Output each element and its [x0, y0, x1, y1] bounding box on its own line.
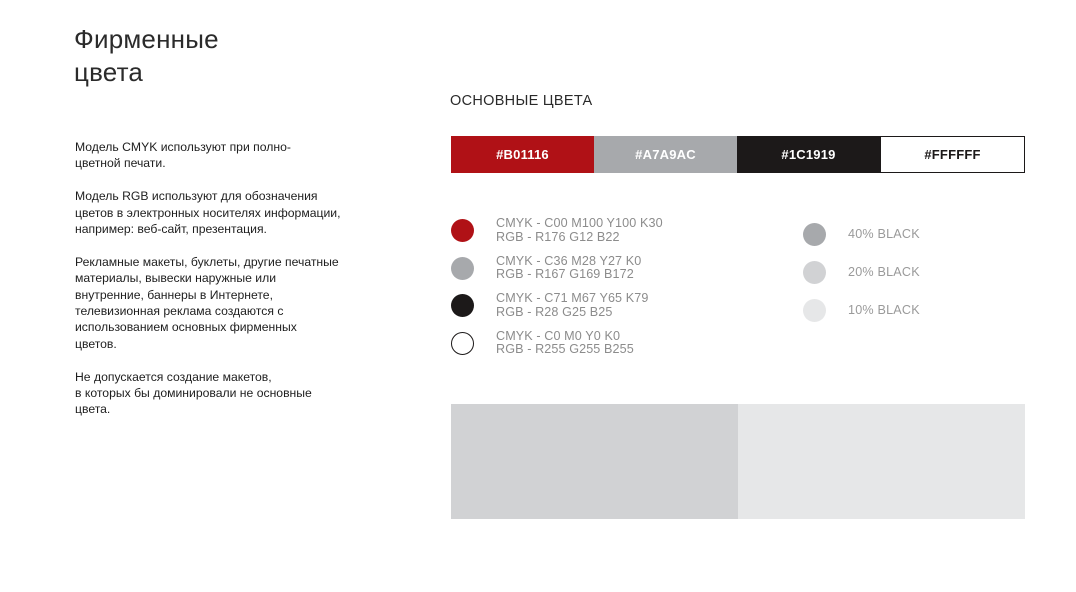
tint-dot-icon	[803, 299, 826, 322]
paragraph-cmyk: Модель CMYK используют при полно- цветной печати.	[75, 140, 291, 171]
tint-item-20	[803, 253, 920, 291]
tint-label: 10% BLACK	[848, 303, 920, 317]
paragraph-rgb: Модель RGB используют для обозначения цветов в электронных носителях информации, например: веб-сайт, презентация.	[75, 189, 341, 237]
tint-block-20	[451, 404, 738, 519]
swatch-gray: #A7A9AC	[594, 136, 737, 173]
color-dot-icon	[451, 219, 474, 242]
cmyk-value: CMYK - C71 M67 Y65 K79	[496, 291, 649, 306]
tint-label: 40% BLACK	[848, 227, 920, 241]
rgb-value: RGB - R255 G255 B255	[496, 342, 634, 357]
color-item-black	[451, 287, 663, 325]
rgb-value: RGB - R176 G12 B22	[496, 229, 620, 244]
cmyk-value: CMYK - C0 M0 Y0 K0	[496, 328, 621, 343]
color-dot-icon	[451, 257, 474, 280]
color-codes	[496, 255, 641, 282]
tint-dot-icon	[803, 223, 826, 246]
description-text	[75, 139, 365, 434]
color-codes	[496, 217, 663, 244]
tint-item-40	[803, 215, 920, 253]
cmyk-value: CMYK - C00 M100 Y100 K30	[496, 216, 663, 231]
color-code-list	[451, 212, 663, 362]
color-codes	[496, 292, 648, 319]
tint-item-10	[803, 291, 920, 329]
color-item-red	[451, 212, 663, 250]
tint-block-10	[738, 404, 1025, 519]
color-codes	[496, 330, 634, 357]
section-title-main-colors: ОСНОВНЫЕ ЦВЕТА	[450, 93, 593, 109]
paragraph-restriction: Не допускается создание макетов, в которых бы доминировали не основные цвета.	[75, 369, 312, 417]
tint-dot-icon	[803, 261, 826, 284]
tint-blocks	[451, 404, 1025, 519]
paragraph-usage: Рекламные макеты, буклеты, другие печатные материалы, вывески наружные или внутренние, баннеры в Интернете, телевизионная реклама создаются с использованием основных фирменных цветов.	[75, 254, 339, 351]
rgb-value: RGB - R167 G169 B172	[496, 267, 634, 282]
swatch-black: #1C1919	[737, 136, 880, 173]
color-dot-icon	[451, 332, 474, 355]
page-title: Фирменные цвета	[74, 24, 219, 88]
color-dot-icon	[451, 294, 474, 317]
cmyk-value: CMYK - C36 M28 Y27 K0	[496, 253, 642, 268]
color-swatch-bar	[451, 136, 1025, 173]
tint-label: 20% BLACK	[848, 265, 920, 279]
rgb-value: RGB - R28 G25 B25	[496, 304, 613, 319]
tint-list	[803, 215, 920, 329]
color-item-gray	[451, 250, 663, 288]
color-item-white	[451, 325, 663, 363]
swatch-white: #FFFFFF	[880, 136, 1025, 173]
swatch-red: #B01116	[451, 136, 594, 173]
